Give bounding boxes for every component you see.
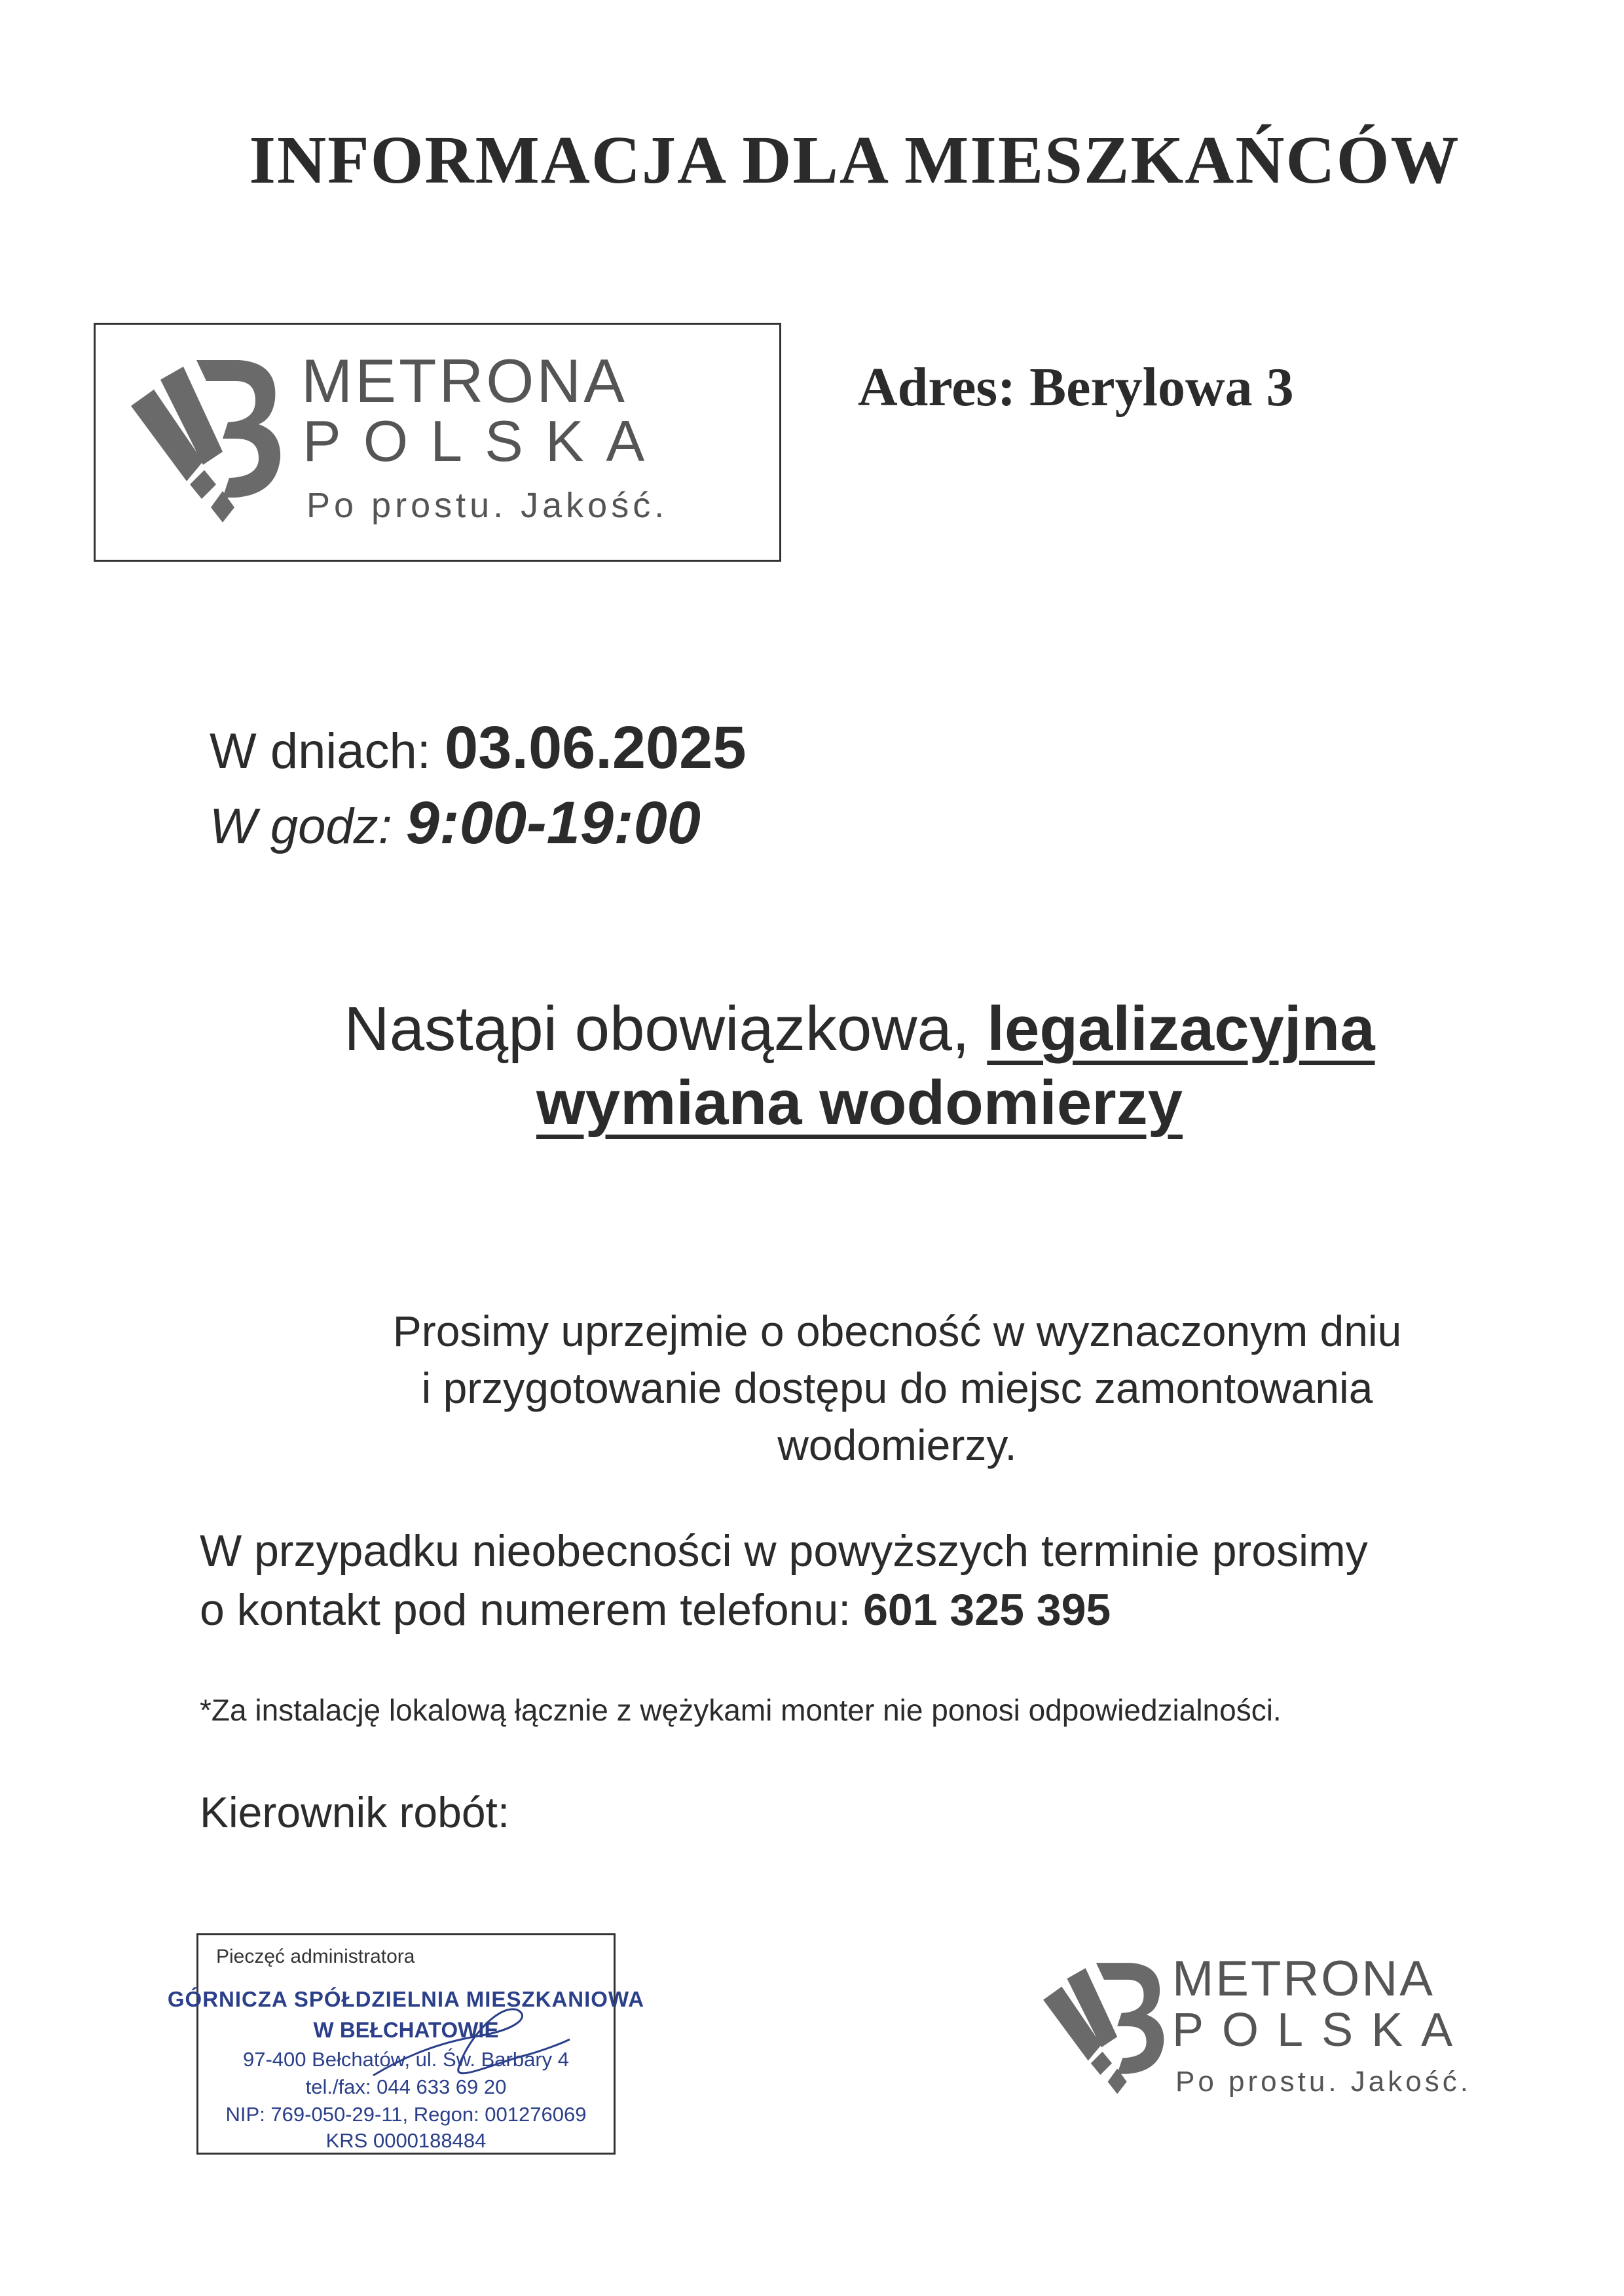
stamp-ids: NIP: 769-050-29-11, Regon: 001276069 [225,2103,587,2126]
time-value: 9:00-19:00 [405,790,701,856]
stamp-label: Pieczęć administratora [216,1946,415,1967]
request-paragraph [275,1303,1519,1474]
contact-line-2-row [200,1581,1542,1640]
stamp-phone: tel./fax: 044 633 69 20 [305,2075,507,2098]
logo-name-line1: METRONA [301,346,627,415]
manager-label: Kierownik robót: [200,1788,510,1836]
stamp-org-line-1: GÓRNICZA SPÓŁDZIELNIA MIESZKANIOWA [167,1987,645,2011]
address: Adres: Berylowa 3 [858,357,1294,418]
time-row [210,789,701,858]
metrona-logo-mark-icon [124,354,295,524]
logo-bottom-tagline: Po prostu. Jakość. [1175,2066,1471,2098]
contact-line-2: o kontakt pod numerem telefonu: [200,1584,851,1635]
request-line-2: i przygotowanie dostępu do miejsc zamontowania [421,1364,1373,1413]
metrona-logo-mark-bottom-icon [1038,1958,1175,2095]
request-line-1: Prosimy uprzejmie o obecność w wyznaczonym dniu [392,1307,1402,1355]
time-label: W godz: [210,799,392,854]
date-label: W dniach: [210,723,431,779]
date-row [210,714,747,782]
contact-line-1: W przypadku nieobecności w powyższych terminie prosimy [200,1526,1368,1576]
liability-note: *Za instalację lokalową łącznie z wężykami monter nie ponosi odpowiedzialności. [200,1693,1282,1727]
date-value: 03.06.2025 [445,714,747,781]
announcement-emphasis-1: legalizacyjna [987,994,1375,1064]
announcement-text: Nastąpi obowiązkowa, [344,994,970,1064]
page-title: INFORMACJA DLA MIESZKAŃCÓW [249,122,1460,198]
stamp-address: 97-400 Bełchatów, ul. Św. Barbary 4 [242,2048,569,2071]
stamp-org-line-2: W BEŁCHATOWIE [313,2018,499,2042]
signature-scribble-icon [367,2003,576,2095]
stamp-krs: KRS 0000188484 [325,2129,487,2152]
logo-name-line2: POLSKA [303,409,667,473]
request-line-3: wodomierzy. [777,1421,1017,1470]
logo-bottom-name-line2: POLSKA [1172,2004,1471,2056]
announcement [92,992,1624,1140]
contact-phone: 601 325 395 [863,1584,1111,1635]
logo-tagline: Po prostu. Jakość. [306,486,669,525]
logo-bottom-name-line1: METRONA [1172,1951,1435,2007]
contact-paragraph [200,1522,1542,1640]
announcement-emphasis-2: wymiana wodomierzy [536,1068,1183,1139]
